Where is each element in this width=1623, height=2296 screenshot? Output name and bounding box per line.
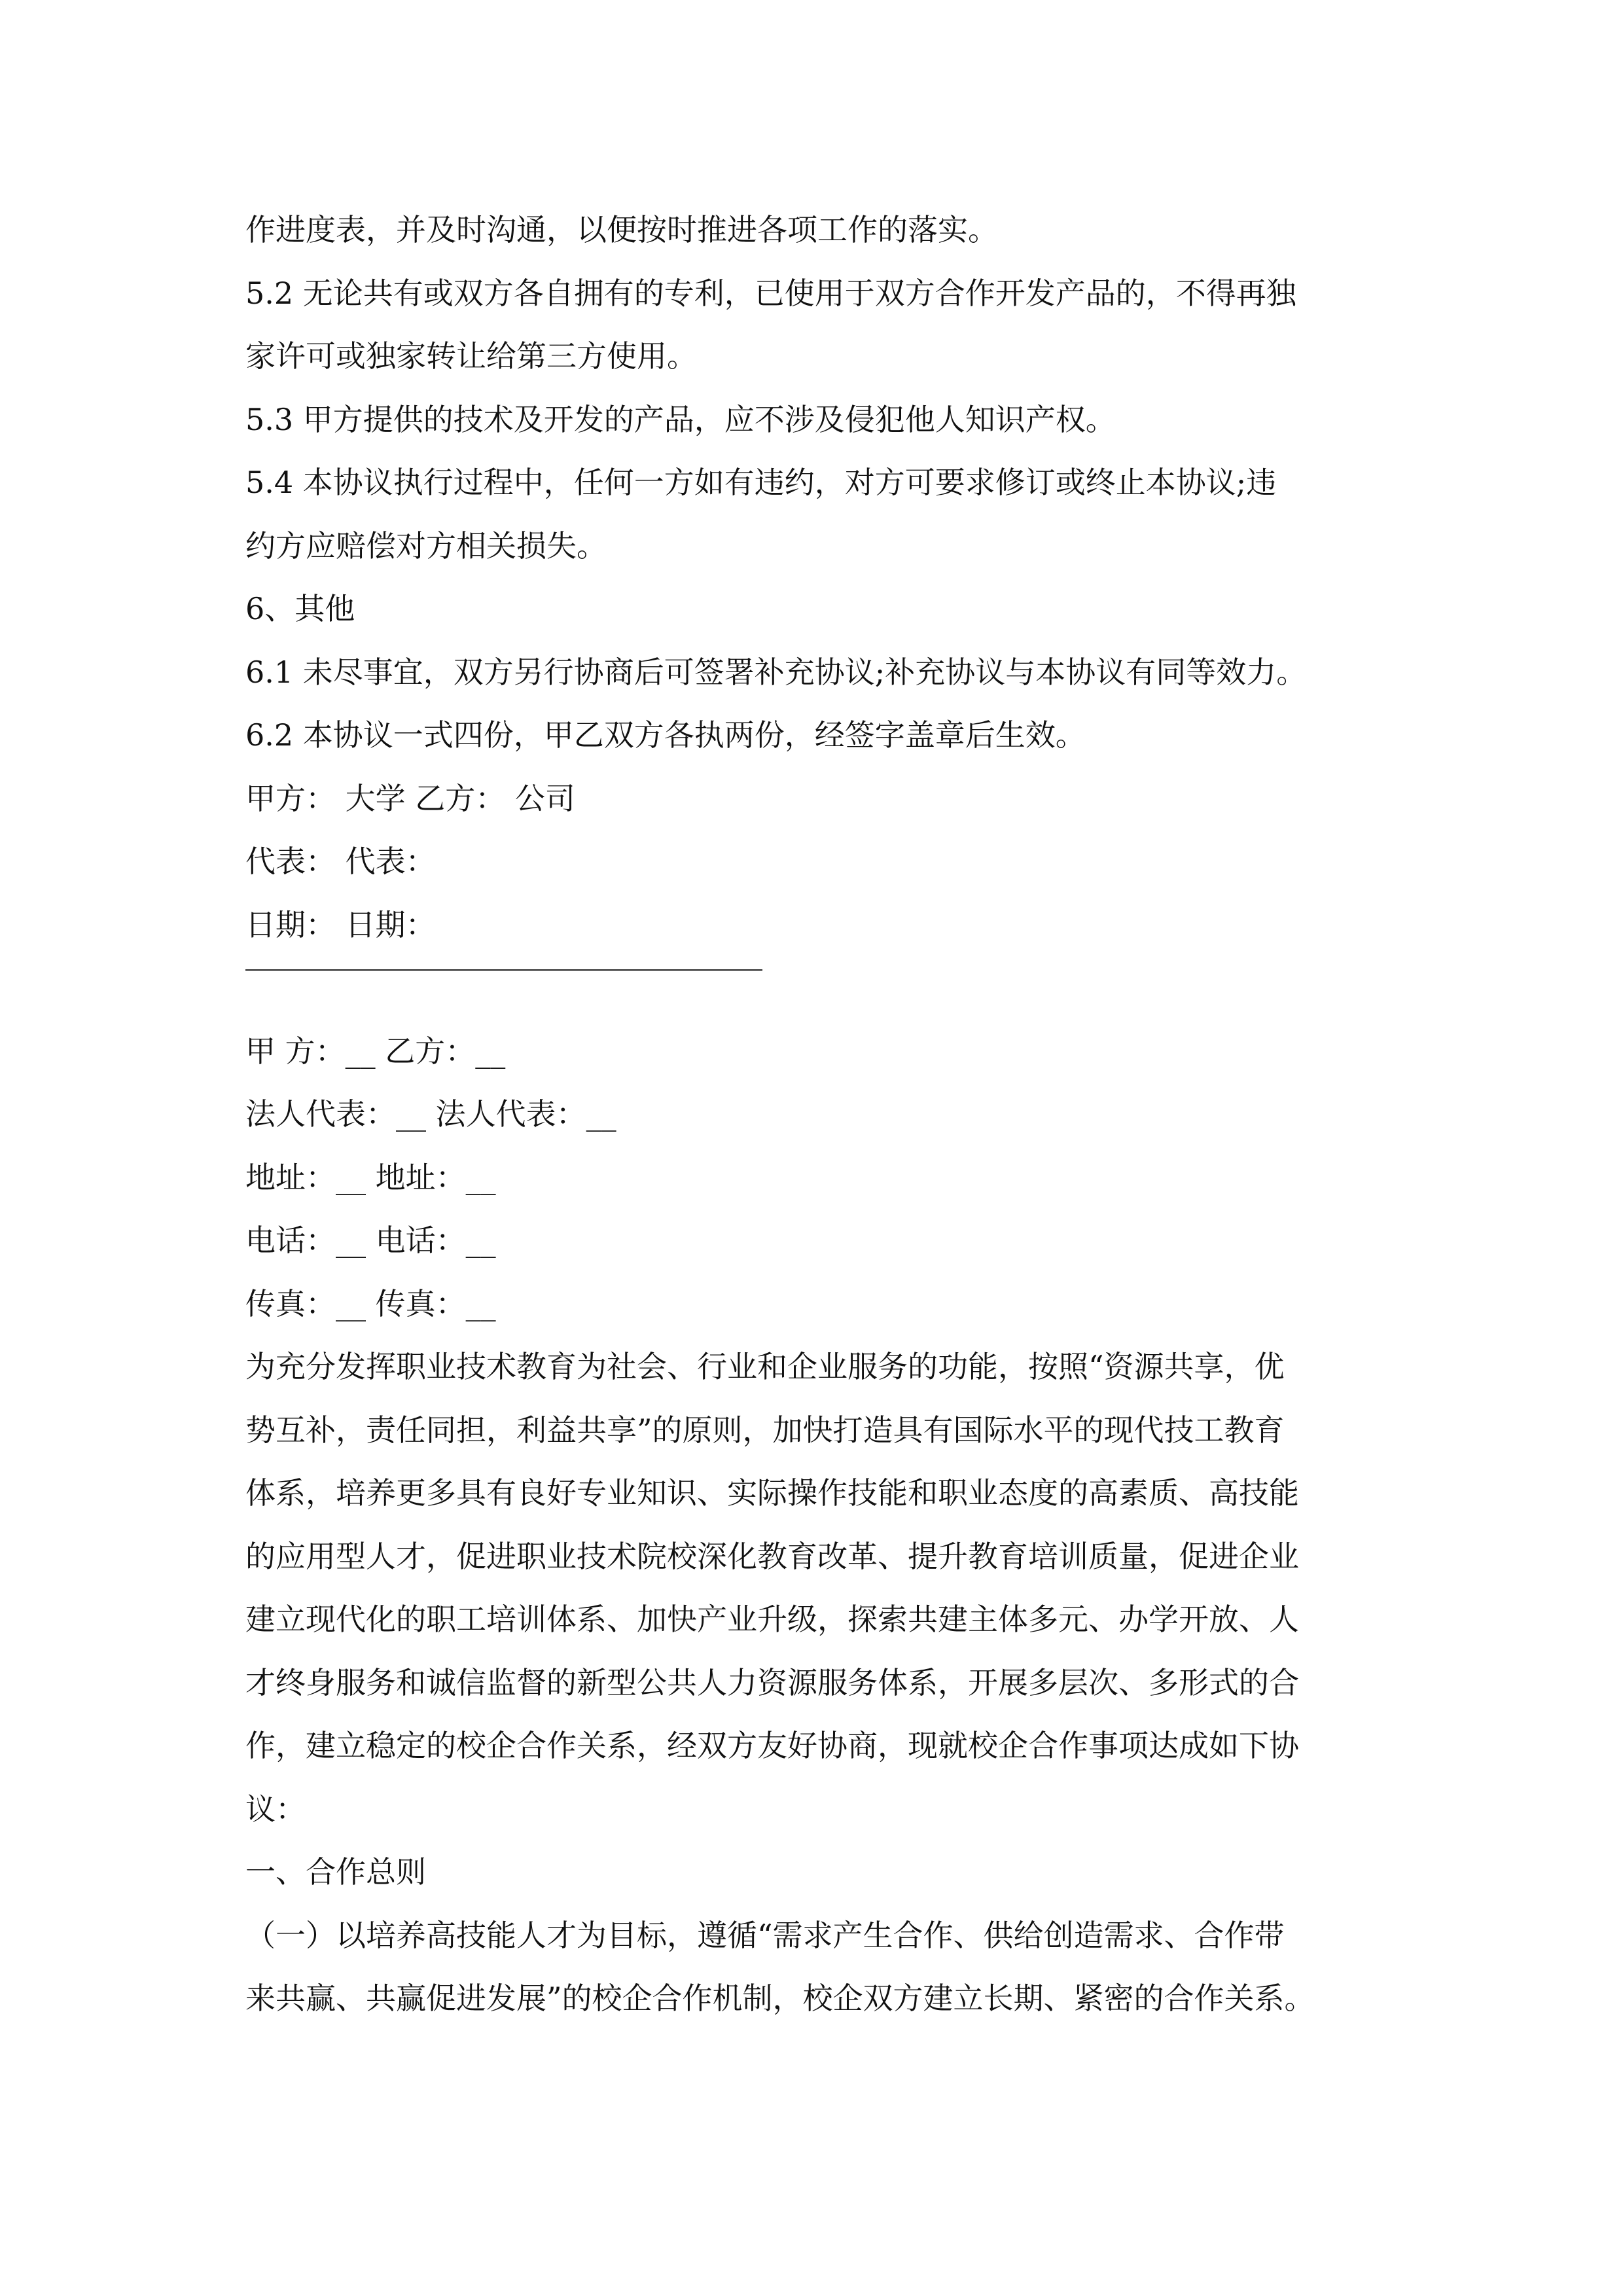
clause-5-3: 5.3 甲方提供的技术及开发的产品，应不涉及侵犯他人知识产权。: [245, 401, 1116, 437]
clause-5-2-line-2: 家许可或独家转让给第三方使用。: [245, 338, 697, 374]
signature-dates: 日期： 日期：: [245, 906, 436, 942]
clause-5-2-line-1: 5.2 无论共有或双方各自拥有的专利，已使用于双方合作开发产品的，不得再独: [245, 275, 1296, 311]
address-fields: 地址：__ 地址：__: [245, 1159, 496, 1195]
preamble-line: 的应用型人才，促进职业技术院校深化教育改革、提升教育培训质量，促进企业: [245, 1538, 1299, 1574]
preamble-line: 建立现代化的职工培训体系、加快产业升级，探索共建主体多元、办学开放、人: [245, 1602, 1299, 1637]
document-body: [245, 198, 1397, 2030]
text-line: 作进度表，并及时沟通，以便按时推进各项工作的落实。: [245, 212, 998, 247]
signature-representatives: 代表： 代表：: [245, 844, 436, 879]
section-6-heading: 6、其他: [245, 591, 355, 626]
phone-fields: 电话：__ 电话：__: [245, 1223, 496, 1258]
preamble-line: 为充分发挥职业技术教育为社会、行业和企业服务的功能，按照“资源共享，优: [245, 1349, 1285, 1384]
section-1-heading: 一、合作总则: [245, 1854, 426, 1890]
preamble-line: 体系，培养更多具有良好专业知识、实际操作技能和职业态度的高素质、高技能: [245, 1475, 1299, 1511]
preamble-line: 势互补，责任同担，利益共享”的原则，加快打造具有国际水平的现代技工教育: [245, 1412, 1285, 1448]
preamble-line: 议：: [245, 1791, 306, 1827]
signature-parties: 甲方： 大学 乙方： 公司: [245, 780, 575, 816]
separator-rule: [245, 969, 762, 971]
legal-representative-fields: 法人代表：__ 法人代表：__: [245, 1096, 616, 1132]
preamble-line: 才终身服务和诚信监督的新型公共人力资源服务体系，开展多层次、多形式的合: [245, 1664, 1299, 1700]
separator-row: [245, 956, 1397, 1020]
clause-6-1: 6.1 未尽事宜，双方另行协商后可签署补充协议;补充协议与本协议有同等效力。: [245, 654, 1307, 690]
principle-1-line: （一）以培养高技能人才为目标，遵循“需求产生合作、供给创造需求、合作带: [245, 1917, 1285, 1953]
clause-5-4-line-2: 约方应赔偿对方相关损失。: [245, 528, 607, 564]
clause-5-4-line-1: 5.4 本协议执行过程中，任何一方如有违约，对方可要求修订或终止本协议;违: [245, 465, 1277, 500]
party-fields: 甲 方：__ 乙方：__: [245, 1033, 506, 1069]
preamble-line: 作，建立稳定的校企合作关系，经双方友好协商，现就校企合作事项达成如下协: [245, 1728, 1299, 1763]
fax-fields: 传真：__ 传真：__: [245, 1285, 496, 1321]
principle-1-line: 来共赢、共赢促进发展”的校企合作机制，校企双方建立长期、紧密的合作关系。: [245, 1981, 1315, 2016]
clause-6-2: 6.2 本协议一式四份，甲乙双方各执两份，经签字盖章后生效。: [245, 717, 1086, 753]
